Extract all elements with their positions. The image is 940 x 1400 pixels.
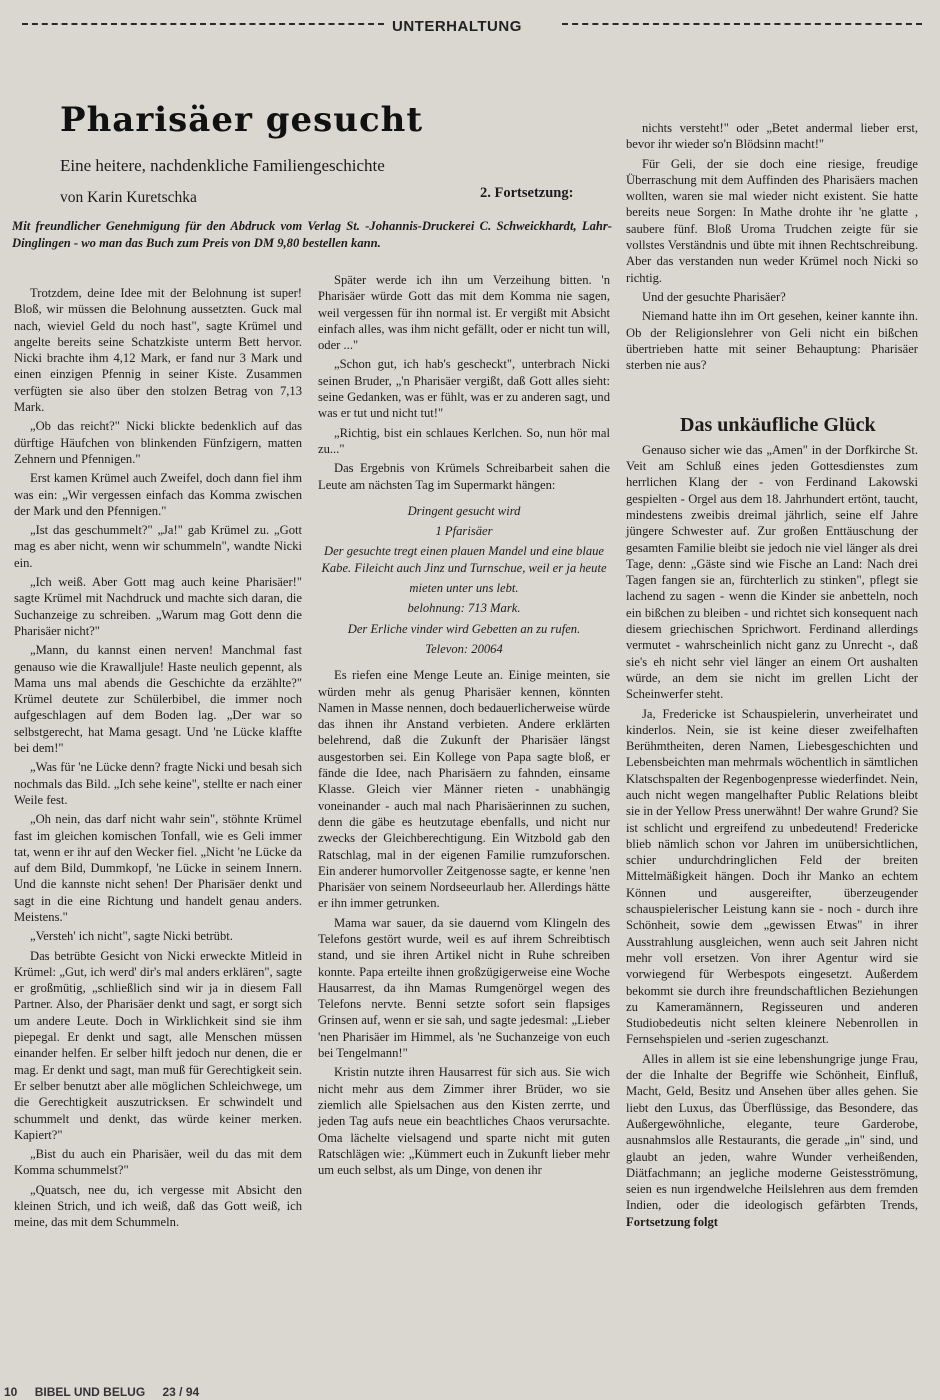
ad-line: Der Erliche vinder wird Gebetten an zu rufen. [347, 621, 581, 636]
ad-line: belohnung: 713 Mark. [407, 601, 521, 616]
paragraph: Kristin nutzte ihren Hausarrest für sich aus. Sie wich nicht mehr aus dem Zimmer ihrer Brüder, wo sie ziemlich alle Spielsachen aus den Kisten zerrte, und jeden Tag aufs neue ein beachtliches Chaos verursachte. Oma lächelte vielsagend und sparte nicht mit guten Ratschlägen wie: „Kümmert euch in Zukunft lieber mehr um euch selbst, als um Dinge, von denen ihr [318, 1065, 610, 1178]
column-1 [14, 285, 302, 1234]
section-rubric: UNTERHALTUNG [392, 18, 522, 35]
paragraph: „Schon gut, ich hab's gescheckt", unterbrach Nicki seinen Bruder, „'n Pharisäer vergißt, daß Gott alles sieht: seine Gedanken, was er fühlt, was er zu anderen sagt, und was er tut und nicht tut!" [318, 357, 610, 421]
paragraph: Erst kamen Krümel auch Zweifel, doch dann fiel ihm was ein: „Wir vergessen einfach das Komma zwischen der Mark und den Pfennigen." [14, 471, 302, 518]
article-title: Pharisäer gesucht [60, 100, 424, 140]
issue-number: 23 / 94 [162, 1385, 200, 1399]
continued-note: Fortsetzung folgt [626, 1214, 718, 1229]
paragraph: „Ob das reicht?" Nicki blickte bedenklich auf das dürftige Häufchen von blinkenden Fünfzigern, matten Zehnern und Pfennigen." [14, 419, 302, 466]
page-number: 10 [4, 1385, 18, 1399]
paragraph [626, 1051, 918, 1230]
paragraph: Genauso sicher wie das „Amen" in der Dorfkirche St. Veit am Schluß eines jeden Gottesdienstes zum herrlichen Klang der - von Ferdinand Lakowski gespielten - Orgel aus dem 18. Jahrhundert ertönt, taucht, mindestens zweibis dreimal jährlich, seine elf Jahre jüngere Schwester auf. Zur großen Enttäuschung der gesamten Familie bleibt sie jedoch nie viel länger als drei Tage, denn: „Gäste sind wie Fische an Land: Nach drei Tagen fangen sie an, fürchterlich zu stinken", pflegt sie lachend zu sagen - wenn die Kinder sie anbetteln, noch ein bißchen zu bleiben - und richtet sich konsequent nach diesem griechischen Sprichwort. Ferdinand allerdings vermutet - wahrscheinlich nicht ganz zu Unrecht -, daß sie's eh nicht sehr viel länger an einem Ort aushalten würde, an dem sie nicht im grellen Licht der Scheinwerfer steht. [626, 442, 918, 702]
paragraph: nichts versteht!" oder „Betet andermal lieber erst, bevor ihr wieder so'n Blödsinn macht!" [626, 121, 918, 152]
paragraph: „Versteh' ich nicht", sagte Nicki betrübt. [30, 929, 233, 944]
paragraph: Es riefen eine Menge Leute an. Einige meinten, sie würden mehr als genug Pharisäer kennen, könnten Namen in Masse nennen, doch bedauerlicherweise würde das ihnen ihr Anstand verbieten. Andere erklärten belehrend, daß die Zukunft der Pharisäer längst ausgestorben sei. Ein Kollege von Papa sagte bloß, er fände die Idee, nach Pharisäern zu fahnden, einsame Klasse. Gleich vier Männer rieten - unabhängig voneinander - auch mal nach Pharisäerinnen zu suchen, denn die gäbe es heutzutage ebenfalls, und nicht nur zwecks der Gleichberechtigung. Ein Witzbold gab den Ratschlag, mal in der eigenen Familie rumzuforschen. Ein anderer humorvoller Zeitgenosse sagte, er kenne 'nen Pharisäer von seinem Nordseeurlaub her. Allerdings hätte er ihn immer getrunken. [318, 668, 610, 911]
paragraph: Das betrübte Gesicht von Nicki erweckte Mitleid in Krümel: „Gut, ich werd' dir's mal anders erklären", sagte er großmütig, „schließlich sind wir ja in diesem Fall Partner. Also, der Pharisäer denkt und sagt, er sorgt sich um andere Leute. Doch in Wirklichkeit sind sie ihm piepegal. Er denkt und sagt, alle Menschen müssen einander helfen. Er selber hilft jedoch nur denen, die er mag. Er denkt und sagt, man muß für Gerechtigkeit sein. Er selber benutzt aber alle möglichen Schleichwege, um die Gerechtigkeit auszutricksen. Er schwindelt und schummelt und denkt, das würde keiner merken. Kapiert?" [14, 948, 302, 1142]
column-3 [626, 120, 918, 1233]
paragraph: Ja, Fredericke ist Schauspielerin, unverheiratet und kinderlos. Nein, sie ist keine dieser zweifelhaften Berühmtheiten, deren Namen, Liebesgeschichten und Lebensbeichten man mehrmals wöchentlich in sämtlichen Klatschspalten der Regenbogenpresse wiederfindet. Nein, auch nicht wegen mangelhafter Public Relations bleibt sie in der Yellow Press unerwähnt! Der wahre Grund? Sie ist schlicht und ergreifend zu unbedeutend! Fredericke blieb nämlich schon vor Jahren im unübersichtlichen, schier undurchdringlichen Feld der breiten Mittelmäßigkeit hängen. Doch ihr Manko an echtem Können und ausgereifter, überzeugender schauspielerischer Leistung kann sie - noch - durch ihre Schönheit, sowie dem „gewissen Etwas" in ihrer Ausstrahlung ausgleichen, wenn auch seit Jahren nicht mehr voll ersetzen. Von ihrer Agentur wird sie vorwiegend für Werbespots eingesetzt. Außerdem bekommt sie durch ihre freundschaftlichen Beziehungen zu Kameramännern, Regisseuren und anderen Studiobedeutis nicht selten kleinere Nebenrollen in Fernsehspielen und -serien zugeschanzt. [626, 706, 919, 1047]
paragraph: Das Ergebnis von Krümels Schreibarbeit sahen die Leute am nächsten Tag im Supermarkt hängen: [318, 461, 610, 492]
ad-line: Der gesuchte tregt einen plauen Mandel und eine blaue Kabe. Fileicht auch Jinz und Turnschue, weil er ja heute [321, 544, 607, 575]
wanted-ad [318, 503, 610, 657]
second-story-heading: Das unkäufliche Glück [680, 414, 876, 437]
paragraph: Trotzdem, deine Idee mit der Belohnung ist super! Bloß, wir müssen die Belohnung aussetzten. Guck mal nach, wieviel Geld du noch hast", sagte Krümel und angelte bereits seine Schatzkiste unterm Bett hervor. Nicki brachte ihm 4,12 Mark, er fand nur 3 Mark und einen einzigen Pfennig in seiner Kiste. Zusammen verfügten sie also über den stolzen Betrag von 7,13 Mark. [14, 286, 302, 415]
paragraph: „Ich weiß. Aber Gott mag auch keine Pharisäer!" sagte Krümel mit Nachdruck und machte sich daran, die Suchanzeige zu schreiben. „Warum mag Gott denn die Pharisäer nicht?" [14, 575, 302, 638]
rubric-rule-right [562, 23, 922, 25]
publisher-credit: Mit freundlicher Genehmigung für den Abdruck vom Verlag St. -Johannis-Druckerei C. Schweickhardt, Lahr-Dinglingen - wo man das Buch zum Preis von DM 9,80 bestellen kann. [12, 219, 612, 250]
paragraph: Mama war sauer, da sie dauernd vom Klingeln des Telefons gestört wurde, weil es auf ihrem Schreibtisch stand, und sie ihren Artikel nicht in Ruhe schreiben konnte. Papa erteilte ihnen großzügigerweise eine Woche Hausarrest, da ihn Mamas Rumgenörgel wegen des Telefons nervte. Benni setzte sofort sein flapsiges Grinsen auf, wenn er sie sah, und sagte jedesmal: „Lieber 'nen Pharisäer im Himmel, als 'ne Suchanzeige von euch bei Tengelmann!" [318, 915, 610, 1061]
sequel-label: 2. Fortsetzung: [480, 185, 574, 201]
ad-line: Televon: 20064 [425, 641, 503, 656]
paragraph: Niemand hatte ihn im Ort gesehen, keiner kannte ihn. Ob der Religionslehrer von Geli nicht ein bißchen übertrieben hatte mit seiner Behauptung: Pharisäer sterben nie aus? [626, 309, 918, 373]
ad-line: mieten unter uns lebt. [409, 581, 519, 596]
paragraph: Später werde ich ihn um Verzeihung bitten. 'n Pharisäer würde Gott das mit dem Komma nie sagen, weil vergessen für ihn normal ist. Er vergißt mit Absicht einfach alles, was ihm nicht gefällt, oder er nicht tun will, oder ..." [318, 273, 610, 353]
paragraph: „Bist du auch ein Pharisäer, weil du das mit dem Komma schummelst?" [14, 1147, 302, 1178]
page-footer [4, 1385, 213, 1399]
article-subtitle: Eine heitere, nachdenkliche Familiengeschichte [60, 156, 385, 175]
paragraph: „Oh nein, das darf nicht wahr sein", stöhnte Krümel fast im gleichen komischen Tonfall, wie es Geli immer tat, wenn er ihr auf den Wecker fiel. „Nicht 'ne Lücke da auf dem Bild, Dummkopf, 'ne Lücke in seinem Innern. Und die kannste nicht sehen! Der Pharisäer denkt und sagt in die eine Richtung und handelt genau anders. Meistens." [14, 812, 302, 924]
paragraph: „Mann, du kannst einen nerven! Manchmal fast genauso wie die Krawalljule! Haste neulich gepennt, als Mama uns mal abends die Geschichte da erzählte?" Krümel deutete zur Schülerbibel, die immer noch aufgeschlagen auf dem Boden lag. „Der war so selbstgerecht, hat Mama gesagt. Und 'ne Lücke klaffte bei dem!" [14, 643, 302, 756]
paragraph: „Ist das geschummelt?" „Ja!" gab Krümel zu. „Gott mag es aber nicht, wenn wir schummeln", wandte Nicki ein. [14, 523, 302, 570]
ad-line: Dringent gesucht wird [407, 503, 521, 518]
paragraph: Für Geli, der sie doch eine riesige, freudige Überraschung mit dem Auffinden des Pharisäers machen wollten, waren sie mal wieder nicht existent. Sie hatte bereits neue Sorgen: In Mathe drohte ihr 'ne glatte , saubere fünf. Bloß Uroma Trudchen zeigte für sie vollstes Verständnis und übte mit ihnen Rechtschreibung. Aber das verstanden nun weder Krümel noch Nicki so richtig. [626, 156, 918, 285]
paragraph: „Richtig, bist ein schlaues Kerlchen. So, nun hör mal zu..." [318, 425, 610, 456]
column-2 [318, 272, 610, 1181]
ad-line: 1 Pfarisäer [435, 524, 493, 539]
magazine-name: BIBEL UND BELUG [34, 1385, 146, 1399]
paragraph: Und der gesuchte Pharisäer? [642, 289, 786, 304]
rubric-rule-left [22, 23, 384, 25]
paragraph: „Was für 'ne Lücke denn? fragte Nicki und besah sich nochmals das Bild. „Ich sehe keine", stellte er nach einer Weile fest. [14, 760, 302, 807]
article-author: von Karin Kuretschka [60, 189, 197, 206]
paragraph: „Quatsch, nee du, ich vergesse mit Absicht den kleinen Strich, und ich weiß, daß das Gott weiß, ich meine, das mit dem Schummeln. [14, 1182, 302, 1230]
paragraph-text: Alles in allem ist sie eine lebenshungrige junge Frau, der die Inhalte der Begriffe wie Schönheit, Einfluß, Macht, Geld, Besitz und Ansehen über alles gehen. Sie liebt den Luxus, das Überflüssige, das Besondere, das Außergewöhnliche, elegante, teure Garderobe, ausnahmslos alle Restaurants, die gerade „in" sind, und glaubt an jeden, wahre Wunder verheißenden, Diätfachmann; an jegliche moderne Geistesströmung, seien es nun irgendwelche Heilslehren aus dem fremden Indien, oder die ideologisch gefärbten Trends, [626, 1051, 918, 1213]
